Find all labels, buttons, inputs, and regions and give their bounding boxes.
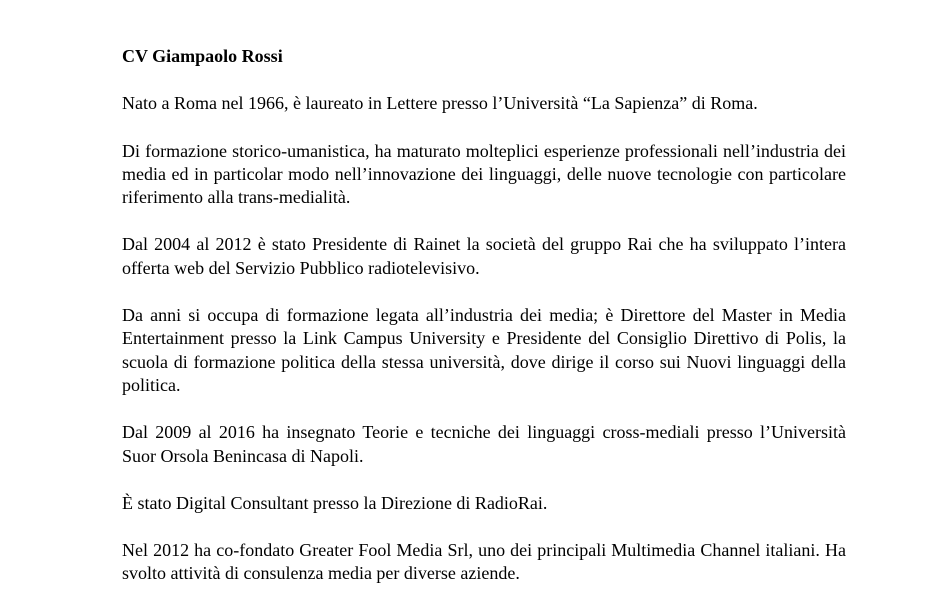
paragraph-teaching-master: Da anni si occupa di formazione legata all’industria dei media; è Direttore del Master in Media Entertainment presso la Link Campus University e Presidente del Consiglio Direttivo di Polis, la scuola di formazione politica della stessa università, dove dirige il corso sui Nuovi linguaggi della politica. bbox=[122, 305, 846, 395]
paragraph-university-suor-orsola: Dal 2009 al 2016 ha insegnato Teorie e tecniche dei linguaggi cross-mediali presso l’Università Suor Orsola Benincasa di Napoli. bbox=[122, 422, 846, 466]
document-title: CV Giampaolo Rossi bbox=[122, 46, 283, 66]
paragraph-greater-fool-media: Nel 2012 ha co-fondato Greater Fool Media Srl, uno dei principali Multimedia Channel italiani. Ha svolto attività di consulenza media per diverse aziende. bbox=[122, 540, 846, 584]
paragraph-rainet: Dal 2004 al 2012 è stato Presidente di Rainet la società del gruppo Rai che ha sviluppato l’intera offerta web del Servizio Pubblico radiotelevisivo. bbox=[122, 234, 846, 278]
paragraph-radiorai: È stato Digital Consultant presso la Direzione di RadioRai. bbox=[122, 492, 548, 513]
paragraph-background: Di formazione storico-umanistica, ha maturato molteplici esperienze professionali nell’industria dei media ed in particolar modo nell’innovazione dei linguaggi, delle nuove tecnologie con particolare riferimento alla trans-medialità. bbox=[122, 140, 846, 208]
document-page bbox=[122, 45, 846, 610]
paragraph-birth-education: Nato a Roma nel 1966, è laureato in Lettere presso l’Università “La Sapienza” di Roma. bbox=[122, 93, 758, 114]
